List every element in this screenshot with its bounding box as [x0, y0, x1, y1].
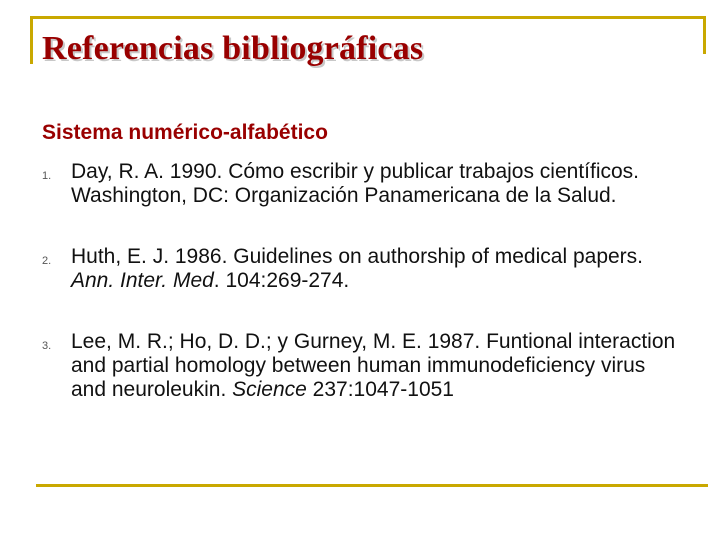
frame-bottom-border [36, 484, 708, 487]
reference-segment: Lee, M. R.; Ho, D. D.; y Gurney, M. E. 1987. Funtional interaction and partial homology between human immunodeficiency virus and neuroleukin. [71, 330, 676, 401]
reference-text [71, 245, 682, 293]
reference-number: 2. [42, 255, 52, 267]
frame-right-border [703, 16, 706, 54]
reference-item [42, 245, 682, 293]
reference-italic-segment: Science [232, 378, 307, 401]
reference-number: 3. [42, 340, 52, 352]
reference-segment: 237:1047-1051 [306, 378, 454, 401]
reference-segment: Huth, E. J. 1986. Guidelines on authorship of medical papers. [71, 245, 644, 268]
reference-number: 1. [42, 170, 52, 182]
reference-italic-segment: Ann. Inter. Med [71, 269, 214, 292]
reference-text [71, 160, 682, 208]
frame-left-border [30, 16, 33, 64]
frame-top-border [30, 16, 706, 19]
reference-text [71, 330, 682, 402]
reference-list [42, 160, 682, 402]
slide-title: Referencias bibliográficas [42, 30, 424, 67]
reference-item [42, 160, 682, 208]
reference-item [42, 330, 682, 402]
slide-subtitle: Sistema numérico-alfabético [42, 121, 328, 144]
reference-segment: Day, R. A. 1990. Cómo escribir y publicar trabajos científicos. Washington, DC: Organización Panamericana de la Salud. [71, 160, 640, 207]
reference-segment: . 104:269-274. [213, 269, 350, 292]
